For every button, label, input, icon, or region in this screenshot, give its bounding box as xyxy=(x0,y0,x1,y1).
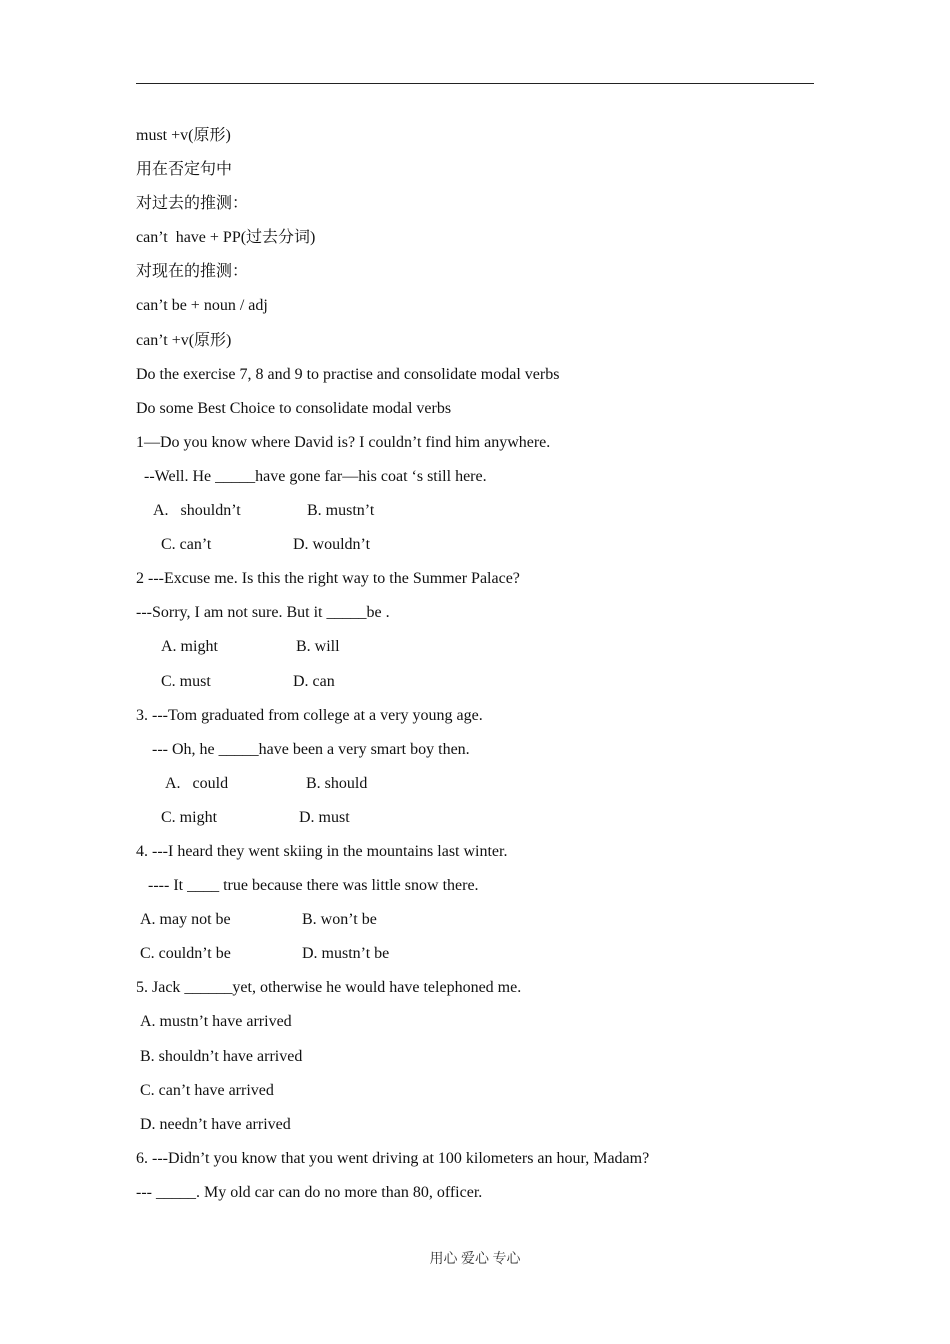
question-1-stem: 1—Do you know where David is? I couldn’t find him anywhere. xyxy=(136,433,551,451)
question-4-stem: 4. ---I heard they went skiing in the mountains last winter. xyxy=(136,842,508,860)
option-c: C. can’t have arrived xyxy=(140,1081,274,1099)
document-body xyxy=(136,125,816,1216)
page-footer: 用心 爱心 专心 xyxy=(429,1252,521,1267)
option-d: D. needn’t have arrived xyxy=(140,1115,291,1133)
question-4-options-row-1 xyxy=(136,909,816,943)
option-c: C. can’t xyxy=(161,536,212,554)
question-2-stem: 2 ---Excuse me. Is this the right way to the Summer Palace? xyxy=(136,570,520,588)
text-line: must +v(原形) xyxy=(136,127,231,144)
question-6-reply: --- _____. My old car can do no more than 80, officer. xyxy=(136,1183,483,1201)
question-2-options-row-2 xyxy=(136,671,816,705)
text-line: 对现在的推测： xyxy=(136,263,249,281)
question-4-options-row-2 xyxy=(136,943,816,977)
question-2-options-row-1 xyxy=(136,636,816,670)
text-line: 用在否定句中 xyxy=(136,161,233,179)
text-line: 对过去的推测： xyxy=(136,195,249,213)
option-a: A. might xyxy=(161,638,218,656)
option-a: A. shouldn’t xyxy=(153,502,241,520)
option-d: D. wouldn’t xyxy=(293,536,371,554)
question-3-reply: --- Oh, he _____have been a very smart boy then. xyxy=(152,740,470,758)
option-c: C. must xyxy=(161,672,211,690)
text-line: can’t have + PP(过去分词) xyxy=(136,229,316,247)
option-c: C. might xyxy=(161,808,218,826)
text-line: Do the exercise 7, 8 and 9 to practise and consolidate modal verbs xyxy=(136,365,560,383)
option-a: A. may not be xyxy=(140,911,231,929)
question-5-stem: 5. Jack ______yet, otherwise he would have telephoned me. xyxy=(136,979,522,997)
question-6-stem: 6. ---Didn’t you know that you went driving at 100 kilometers an hour, Madam? xyxy=(136,1149,650,1167)
question-3-stem: 3. ---Tom graduated from college at a very young age. xyxy=(136,706,483,724)
option-a: A. mustn’t have arrived xyxy=(140,1013,292,1031)
option-b: B. should xyxy=(306,774,368,792)
option-b: B. will xyxy=(296,638,340,656)
text-line: can’t +v(原形) xyxy=(136,331,232,349)
question-4-reply: ---- It ____ true because there was little snow there. xyxy=(148,877,479,895)
text-line: can’t be + noun / adj xyxy=(136,297,268,315)
option-b: B. mustn’t xyxy=(307,502,375,520)
option-b: B. won’t be xyxy=(302,911,377,929)
question-1-reply: --Well. He _____have gone far—his coat ‘s still here. xyxy=(144,467,487,485)
option-b: B. shouldn’t have arrived xyxy=(140,1047,303,1065)
option-c: C. couldn’t be xyxy=(140,945,231,963)
question-2-reply: ---Sorry, I am not sure. But it _____be . xyxy=(136,604,390,622)
option-d: D. mustn’t be xyxy=(302,945,390,963)
option-d: D. must xyxy=(299,808,350,826)
text-line: Do some Best Choice to consolidate modal verbs xyxy=(136,399,452,417)
header-rule xyxy=(136,83,814,84)
question-1-options-row-2 xyxy=(136,534,816,568)
question-3-options-row-2 xyxy=(136,807,816,841)
question-3-options-row-1 xyxy=(136,773,816,807)
option-d: D. can xyxy=(293,672,335,690)
option-a: A. could xyxy=(165,774,229,792)
question-1-options-row-1 xyxy=(136,500,816,534)
